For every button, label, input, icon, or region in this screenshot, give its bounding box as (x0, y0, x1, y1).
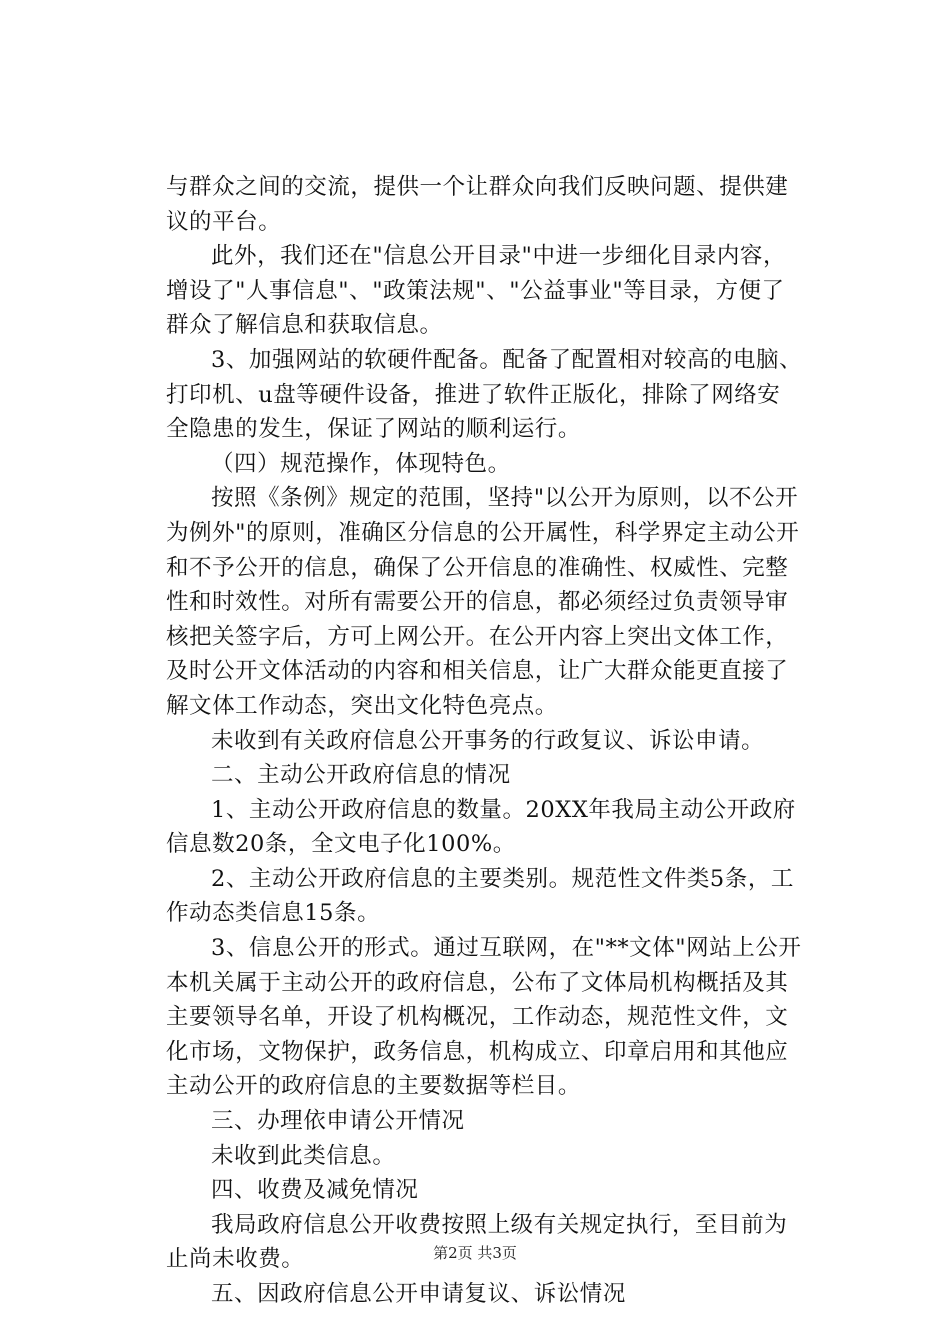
paragraph-first-line: 二、主动公开政府信息的情况 (211, 762, 511, 789)
paragraph-first-line: 四、收费及减免情况 (211, 1177, 419, 1204)
paragraph-line: 止尚未收费。 (166, 1246, 305, 1273)
paragraph-line: 信息数20条，全文电子化100%。 (166, 831, 516, 858)
paragraph-first-line: 按照《条例》规定的范围，坚持"以公开为原则，以不公开 (211, 485, 799, 512)
paragraph-first-line: 2、主动公开政府信息的主要类别。规范性文件类5条，工 (211, 865, 794, 892)
paragraph-first-line: （四）规范操作，体现特色。 (211, 450, 511, 477)
paragraph-first-line: 此外，我们还在"信息公开目录"中进一步细化目录内容， (211, 243, 786, 270)
page-footer: 第2页 共3页 (433, 1244, 517, 1262)
paragraph-line: 全隐患的发生，保证了网站的顺利运行。 (166, 416, 581, 443)
paragraph-line: 及时公开文体活动的内容和相关信息，让广大群众能更直接了 (166, 658, 789, 685)
paragraph-first-line: 1、主动公开政府信息的数量。20XX年我局主动公开政府 (211, 796, 796, 823)
paragraph-line: 核把关签字后，方可上网公开。在公开内容上突出文体工作， (166, 623, 789, 650)
paragraph-first-line: 3、加强网站的软硬件配备。配备了配置相对较高的电脑、 (211, 346, 803, 373)
paragraph-first-line: 三、办理依申请公开情况 (211, 1108, 465, 1135)
paragraph-line: 化市场，文物保护，政务信息，机构成立、印章启用和其他应 (166, 1038, 789, 1065)
paragraph-line: 主动公开的政府信息的主要数据等栏目。 (166, 1073, 581, 1100)
paragraph-line: 作动态类信息15条。 (166, 900, 381, 927)
paragraph-line: 群众了解信息和获取信息。 (166, 312, 443, 339)
paragraph-first-line: 3、信息公开的形式。通过互联网，在"**文体"网站上公开 (211, 935, 802, 962)
paragraph-line: 增设了"人事信息"、"政策法规"、"公益事业"等目录，方便了 (166, 277, 785, 304)
paragraph-first-line: 未收到有关政府信息公开事务的行政复议、诉讼申请。 (211, 727, 765, 754)
paragraph-line: 为例外"的原则，准确区分信息的公开属性，科学界定主动公开 (166, 519, 800, 546)
paragraph-line: 本机关属于主动公开的政府信息，公布了文体局机构概括及其 (166, 969, 789, 996)
paragraph-line: 主要领导名单，开设了机构概况，工作动态，规范性文件，文 (166, 1004, 789, 1031)
paragraph-first-line: 五、因政府信息公开申请复议、诉讼情况 (211, 1281, 626, 1307)
paragraph-first-line: 我局政府信息公开收费按照上级有关规定执行，至目前为 (211, 1211, 788, 1238)
document-body (166, 170, 831, 1312)
paragraph-line: 打印机、u盘等硬件设备，推进了软件正版化，排除了网络安 (166, 381, 781, 408)
paragraph-line: 议的平台。 (166, 208, 282, 235)
paragraph-line: 性和时效性。对所有需要公开的信息，都必须经过负责领导审 (166, 589, 789, 616)
paragraph-line: 和不予公开的信息，确保了公开信息的准确性、权威性、完整 (166, 554, 789, 581)
paragraph-line: 解文体工作动态，突出文化特色亮点。 (166, 692, 558, 719)
paragraph-first-line: 未收到此类信息。 (211, 1142, 396, 1169)
paragraph-line: 与群众之间的交流，提供一个让群众向我们反映问题、提供建 (166, 174, 789, 200)
